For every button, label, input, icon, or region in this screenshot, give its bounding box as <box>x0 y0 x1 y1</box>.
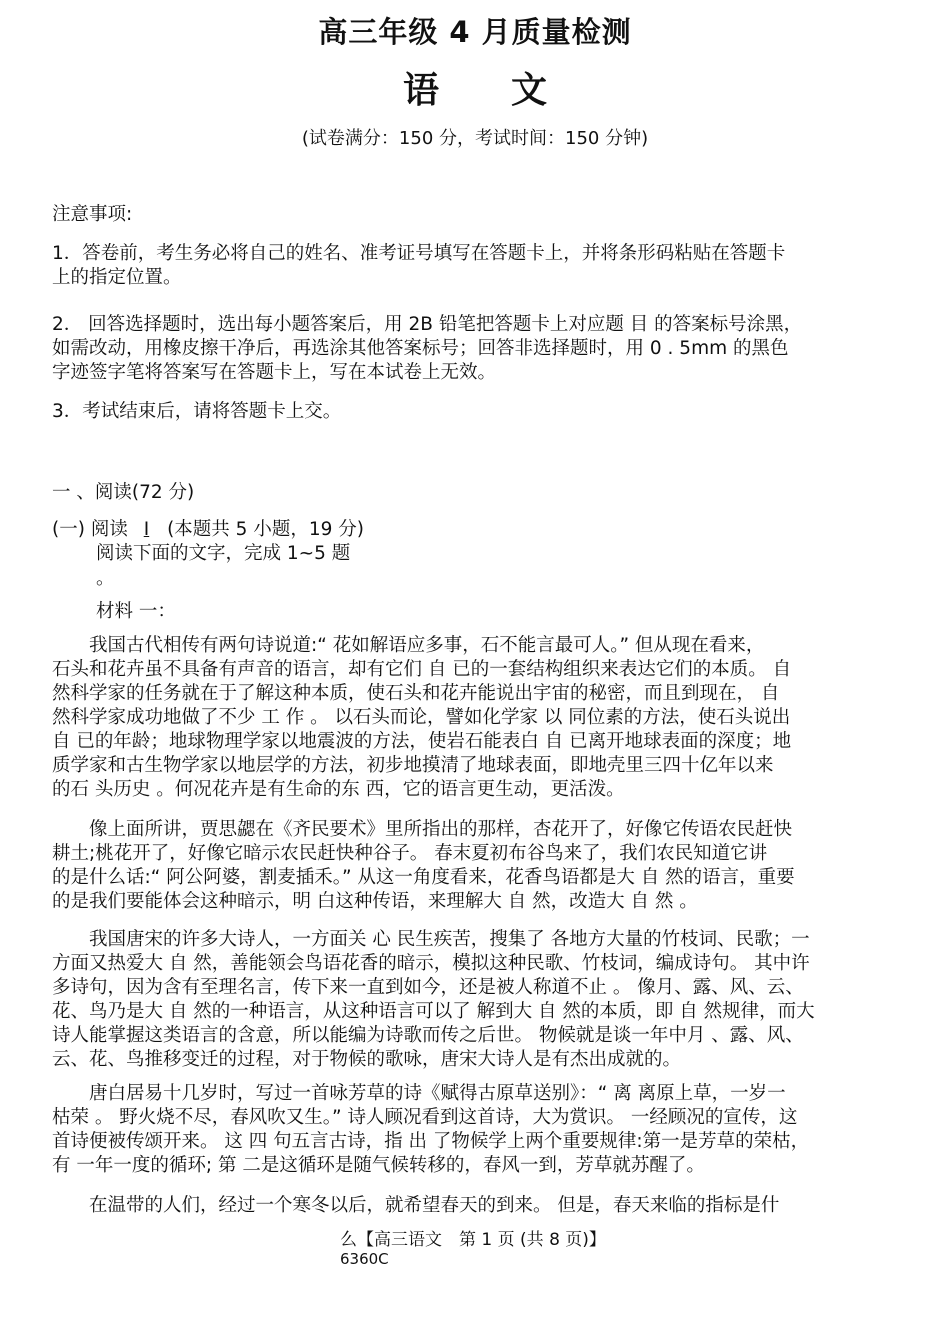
paragraph-3 <box>52 928 904 1072</box>
material-label: 材料 一： <box>96 601 176 622</box>
paragraph-line: 有 一年一度的循环; 第 二是这循环是随气候转移的，春风一到，芳草就苏醒了。 <box>52 1155 705 1176</box>
exam-info: (试卷满分：150 分，考试时间：150 分钟) <box>301 128 649 149</box>
paragraph-line: 云、花、鸟推移变迁的过程，对于物候的歌咏，唐宋大诗人是有杰出成就的。 <box>52 1049 682 1070</box>
subsection-prefix: (一) 阅读 <box>52 519 128 540</box>
section-title: 一 、阅读(72 分) <box>52 482 195 503</box>
note-item-1 <box>52 242 904 290</box>
note-line: 1．答卷前，考生务必将自己的姓名、准考证号填写在答题卡上，并将条形码粘贴在答题卡 <box>52 243 786 264</box>
paragraph-line: 我国唐宋的许多大诗人，一方面关 心 民生疾苦，搜集了 各地方大量的竹枝词、民歌；一 <box>52 929 810 950</box>
subsection-numeral: I <box>143 519 150 540</box>
paragraph-line: 石头和花卉虽不具备有声音的语言，却有它们 自 已的一套结构组织来表达它们的本质。 自 <box>52 659 792 680</box>
note-line: 2． 回答选择题时，选出每小题答案后，用 2B 铅笔把答题卡上对应题 目 的答案标号涂黑， <box>52 314 803 335</box>
notes-heading: 注意事项: <box>52 204 133 225</box>
paragraph-line: 耕土;桃花开了，好像它暗示农民赶快种谷子。 春末夏初布谷鸟来了，我们农民知道它讲 <box>52 843 768 864</box>
note-line: 上的指定位置。 <box>52 267 182 288</box>
note-line: 3．考试结束后，请将答题卡上交。 <box>52 401 342 422</box>
paragraph-line: 方面又热爱大 自 然，善能领会鸟语花香的暗示，模拟这种民歌、竹枝词，编成诗句。 其中许 <box>52 953 810 974</box>
note-line: 如需改动，用橡皮擦干净后，再选涂其他答案标号；回答非选择题时，用 0 . 5mm 的黑色 <box>52 338 789 359</box>
paragraph-line: 的是我们要能体会这种暗示，明 白这种传语，来理解大 自 然，改造大 自 然 。 <box>52 891 698 912</box>
paragraph-4 <box>52 1082 904 1178</box>
instruction-line-2: 。 <box>96 568 115 589</box>
paragraph-line: 然科学家成功地做了不少 工 作 。 以石头而论，譬如化学家 以 同位素的方法，使石头说出 <box>52 707 791 728</box>
exam-title: 高三年级 4 月质量检测 <box>318 15 632 49</box>
subject-title: 语 文 <box>402 70 547 111</box>
paragraph-5 <box>52 1194 904 1218</box>
paragraph-line: 质学家和古生物学家以地层学的方法，初步地摸清了地球表面，即地壳里三四十亿年以来 <box>52 755 774 776</box>
paragraph-line: 然科学家的任务就在于了解这种本质，使石头和花卉能说出宇宙的秘密，而且到现在， 自 <box>52 683 780 704</box>
paragraph-line: 诗人能掌握这类语言的含意，所以能编为诗歌而传之后世。 物候就是谈一年中月 、露、风、 <box>52 1025 804 1046</box>
paragraph-2 <box>52 818 904 914</box>
paragraph-line: 的是什么话:“ 阿公阿婆，割麦插禾。” 从这一角度看来，花香鸟语都是大 自 然的语言，重要 <box>52 867 795 888</box>
instruction-line-1: 阅读下面的文字，完成 1~5 题 <box>96 543 351 564</box>
paragraph-line: 唐白居易十几岁时，写过一首咏芳草的诗《赋得古原草送别》：“ 离 离原上草，一岁一 <box>52 1083 786 1104</box>
paragraph-line: 像上面所讲，贾思勰在《齐民要术》里所指出的那样，杏花开了，好像它传语农民赶快 <box>52 819 793 840</box>
paragraph-line: 首诗便被传颂开来。 这 四 句五言古诗，指 出 了物候学上两个重要规律:第一是芳草的荣枯， <box>52 1131 810 1152</box>
paragraph-line: 花、鸟乃是大 自 然的一种语言，从这种语言可以了 解到大 自 然的本质，即 自 然规律，而大 <box>52 1001 815 1022</box>
paragraph-line: 在温带的人们，经过一个寒冬以后，就希望春天的到来。 但是，春天来临的指标是什 <box>52 1195 780 1216</box>
paragraph-line: 的石 头历史 。何况花卉是有生命的东 西，它的语言更生动，更活泼。 <box>52 779 625 800</box>
page-footer: 么【高三语文 第 1 页 (共 8 页)】 <box>340 1230 606 1250</box>
note-item-2 <box>52 313 904 385</box>
paragraph-1 <box>52 634 904 802</box>
subsection-suffix: (本题共 5 小题，19 分) <box>167 519 364 540</box>
subsection-heading <box>52 518 364 542</box>
paragraph-line: 枯荣 。 野火烧不尽，春风吹又生。” 诗人顾况看到这首诗，大为赏识。 一经顾况的宣传，这 <box>52 1107 798 1128</box>
note-line: 字迹签字笔将答案写在答题卡上，写在本试卷上无效。 <box>52 362 497 383</box>
exam-code: 6360C <box>340 1250 389 1268</box>
note-item-3 <box>52 400 904 424</box>
paragraph-line: 我国古代相传有两句诗说道:“ 花如解语应多事，石不能言最可人。” 但从现在看来， <box>52 635 765 656</box>
paragraph-line: 自 已的年龄；地球物理学家以地震波的方法，使岩石能表白 自 已离开地球表面的深度；地 <box>52 731 792 752</box>
paragraph-line: 多诗句，因为含有至理名言，传下来一直到如今，还是被人称道不止 。 像月、露、风、云、 <box>52 977 804 998</box>
